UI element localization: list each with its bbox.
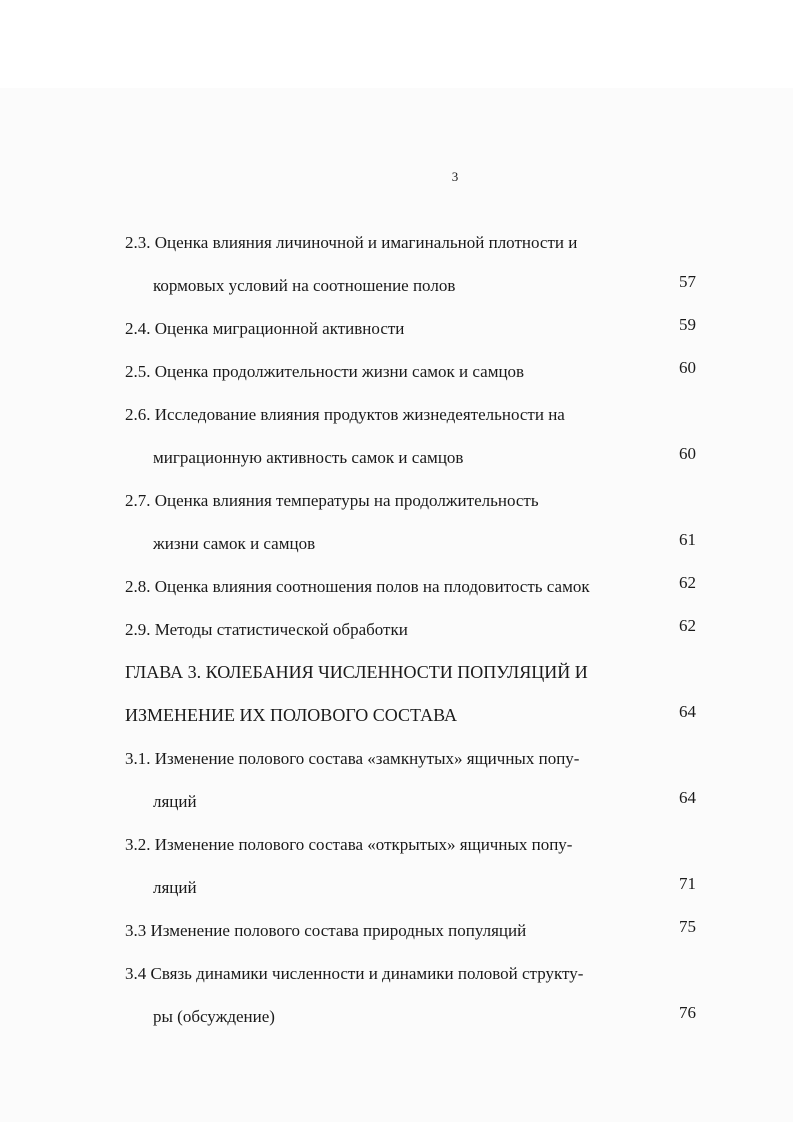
toc-entry-3-1-page: 64 [679,788,696,807]
toc-entry-3-4-page: 76 [679,1003,696,1022]
toc-entry-2-5-page: 60 [679,358,696,377]
toc-chapter-3-page: 64 [679,702,696,721]
toc-entry-2-6-line1: 2.6. Исследование влияния продуктов жизнедеятельности на [125,405,565,424]
toc-entry-3-3-page: 75 [679,917,696,936]
toc-chapter-3-line1: ГЛАВА 3. КОЛЕБАНИЯ ЧИСЛЕННОСТИ ПОПУЛЯЦИЙ И [125,662,588,682]
toc-entry-2-4: 2.4. Оценка миграционной активности [125,319,405,338]
toc-entry-3-4-line1: 3.4 Связь динамики численности и динамики половой структу- [125,964,584,983]
toc-entry-2-3-page: 57 [679,272,696,291]
toc-entry-3-4-line2: ры (обсуждение) [153,1007,275,1026]
toc-entry-2-3-line1: 2.3. Оценка влияния личиночной и имагинальной плотности и [125,233,578,252]
toc-entry-2-8-page: 62 [679,573,696,592]
toc-entry-3-3: 3.3 Изменение полового состава природных популяций [125,921,527,940]
toc-entry-3-1-line2: ляций [153,792,197,811]
toc-entry-2-9-page: 62 [679,616,696,635]
toc-entry-3-2-line2: ляций [153,878,197,897]
toc-entry-3-2-line1: 3.2. Изменение полового состава «открытых» ящичных попу- [125,835,573,854]
toc-entry-2-6-page: 60 [679,444,696,463]
toc-entry-2-4-page: 59 [679,315,696,334]
toc-chapter-3-line2: ИЗМЕНЕНИЕ ИХ ПОЛОВОГО СОСТАВА [125,705,457,725]
page-number: 3 [451,169,459,184]
toc-entry-3-2-page: 71 [679,874,696,893]
toc-entry-2-3-line2: кормовых условий на соотношение полов [153,276,456,295]
toc-entry-3-1-line1: 3.1. Изменение полового состава «замкнутых» ящичных попу- [125,749,580,768]
toc-entry-2-7-page: 61 [679,530,696,549]
toc-entry-2-9: 2.9. Методы статистической обработки [125,620,408,639]
toc-entry-2-7-line2: жизни самок и самцов [153,534,316,553]
toc-entry-2-5: 2.5. Оценка продолжительности жизни самок и самцов [125,362,525,381]
toc-entry-2-6-line2: миграционную активность самок и самцов [153,448,464,467]
toc-entry-2-7-line1: 2.7. Оценка влияния температуры на продолжительность [125,491,539,510]
toc-entry-2-8: 2.8. Оценка влияния соотношения полов на плодовитость самок [125,577,590,596]
